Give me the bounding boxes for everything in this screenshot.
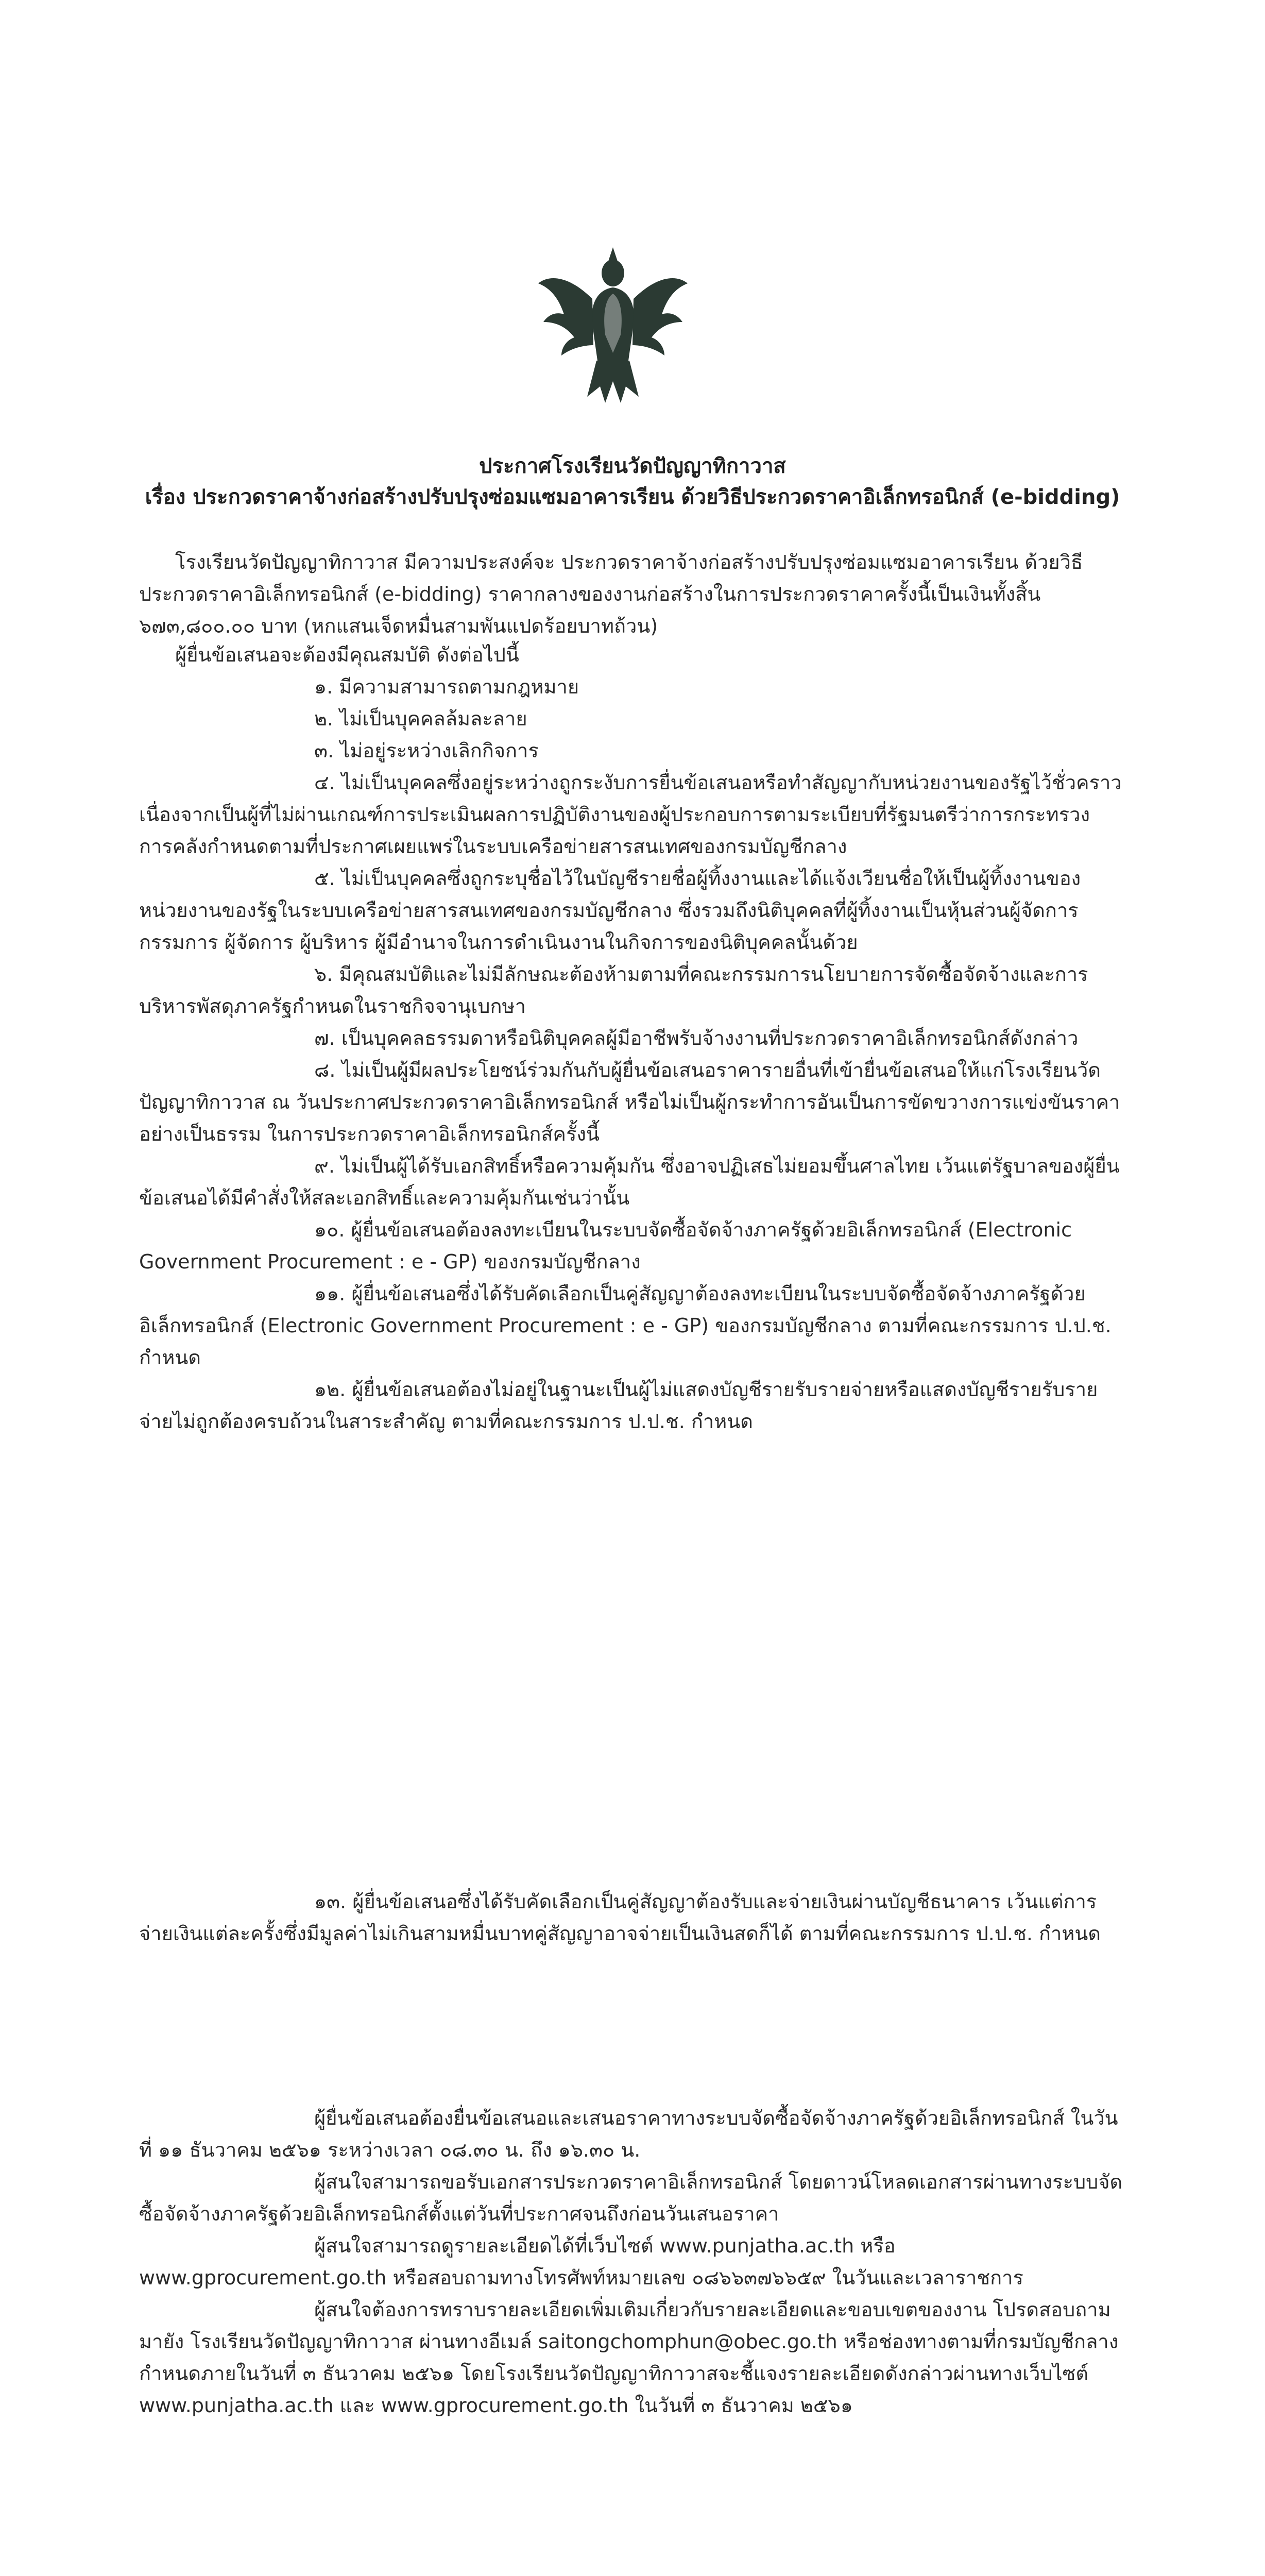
garuda-emblem-icon [536, 242, 690, 407]
website-paragraph: ผู้สนใจสามารถดูรายละเอียดได้ที่เว็บไซต์ www.punjatha.ac.th หรือ www.gprocurement.go.th หรือสอบถามทางโทรศัพท์หมายเลข ๐๘๖๖๓๗๖๖๕๙ ในวันและเวลาราชการ [139, 2234, 1023, 2289]
qualification-item: ๒. ไม่เป็นบุคคลล้มละลาย [314, 707, 527, 730]
qualification-item: ๖. มีคุณสมบัติและไม่มีลักษณะต้องห้ามตามที่คณะกรรมการนโยบายการจัดซื้อจัดจ้างและการบริหารพัสดุภาครัฐกำหนดในราชกิจจานุเบกษา [139, 963, 1088, 1018]
qualification-item: ๑๑. ผู้ยื่นข้อเสนอซึ่งได้รับคัดเลือกเป็นคู่สัญญาต้องลงทะเบียนในระบบจัดซื้อจัดจ้างภาครัฐด้วยอิเล็กทรอนิกส์ (Electronic Government Procurement : e - GP) ของกรมบัญชีกลาง ตามที่คณะกรรมการ ป.ป.ช. กำหนด [139, 1282, 1112, 1369]
qualification-item: ๙. ไม่เป็นผู้ได้รับเอกสิทธิ์หรือความคุ้มกัน ซึ่งอาจปฏิเสธไม่ยอมขึ้นศาลไทย เว้นแต่รัฐบาลของผู้ยื่นข้อเสนอได้มีคำสั่งให้สละเอกสิทธิ์และความคุ้มกันเช่นว่านั้น [139, 1155, 1120, 1209]
qualification-item: ๓. ไม่อยู่ระหว่างเลิกกิจการ [314, 739, 539, 762]
qualifications-intro: ผู้ยื่นข้อเสนอจะต้องมีคุณสมบัติ ดังต่อไปนี้ [175, 643, 519, 666]
qualification-item: ๕. ไม่เป็นบุคคลซึ่งถูกระบุชื่อไว้ในบัญชีรายชื่อผู้ทิ้งงานและได้แจ้งเวียนชื่อให้เป็นผู้ทิ้งงานของหน่วยงานของรัฐในระบบเครือข่ายสารสนเทศของกรมบัญชีกลาง ซึ่งรวมถึงนิติบุคคลที่ผู้ทิ้งงานเป็นหุ้นส่วนผู้จัดการ กรรมการ ผู้จัดการ ผู้บริหาร ผู้มีอำนาจในการดำเนินงานในกิจการของนิติบุคคลนั้นด้วย [139, 867, 1081, 954]
qualification-item: ๑๒. ผู้ยื่นข้อเสนอต้องไม่อยู่ในฐานะเป็นผู้ไม่แสดงบัญชีรายรับรายจ่ายหรือแสดงบัญชีรายรับรายจ่ายไม่ถูกต้องครบถ้วนในสาระสำคัญ ตามที่คณะกรรมการ ป.ป.ช. กำหนด [139, 1378, 1098, 1433]
qualification-item: ๑. มีความสามารถตามกฎหมาย [314, 675, 579, 698]
intro-paragraph: โรงเรียนวัดปัญญาทิกาวาส มีความประสงค์จะ ประกวดราคาจ้างก่อสร้างปรับปรุงซ่อมแซมอาคารเรียน ด้วยวิธีประกวดราคาอิเล็กทรอนิกส์ (e-bidding) ราคากลางของงานก่อสร้างในการประกวดราคาครั้งนี้เป็นเงินทั้งสิ้น ๖๗๓,๘๐๐.๐๐ บาท (หกแสนเจ็ดหมื่นสามพันแปดร้อยบาทถ้วน) [139, 551, 1083, 637]
qualification-item: ๗. เป็นบุคคลธรรมดาหรือนิติบุคคลผู้มีอาชีพรับจ้างงานที่ประกวดราคาอิเล็กทรอนิกส์ดังกล่าว [314, 1027, 1079, 1049]
qualification-item: ๘. ไม่เป็นผู้มีผลประโยชน์ร่วมกันกับผู้ยื่นข้อเสนอราคารายอื่นที่เข้ายื่นข้อเสนอให้แก่โรงเรียนวัดปัญญาทิกาวาส ณ วันประกาศประกวดราคาอิเล็กทรอนิกส์ หรือไม่เป็นผู้กระทำการอันเป็นการขัดขวางการแข่งขันราคาอย่างเป็นธรรม ในการประกวดราคาอิเล็กทรอนิกส์ครั้งนี้ [139, 1059, 1120, 1145]
announcement-subject: เรื่อง ประกวดราคาจ้างก่อสร้างปรับปรุงซ่อมแซมอาคารเรียน ด้วยวิธีประกวดราคาอิเล็กทรอนิกส์ (e-bidding) [145, 485, 1120, 509]
announcement-title: ประกาศโรงเรียนวัดปัญญาทิกาวาส [479, 454, 786, 478]
download-paragraph: ผู้สนใจสามารถขอรับเอกสารประกวดราคาอิเล็กทรอนิกส์ โดยดาวน์โหลดเอกสารผ่านทางระบบจัดซื้อจัดจ้างภาครัฐด้วยอิเล็กทรอนิกส์ตั้งแต่วันที่ประกาศจนถึงก่อนวันเสนอราคา [139, 2171, 1123, 2225]
qualification-item: ๔. ไม่เป็นบุคคลซึ่งอยู่ระหว่างถูกระงับการยื่นข้อเสนอหรือทำสัญญากับหน่วยงานของรัฐไว้ชั่วคราว เนื่องจากเป็นผู้ที่ไม่ผ่านเกณฑ์การประเมินผลการปฏิบัติงานของผู้ประกอบการตามระเบียบที่รัฐมนตรีว่าการกระทรวงการคลังกำหนดตามที่ประกาศเผยแพร่ในระบบเครือข่ายสารสนเทศของกรมบัญชีกลาง [139, 771, 1122, 858]
inquiry-paragraph: ผู้สนใจต้องการทราบรายละเอียดเพิ่มเติมเกี่ยวกับรายละเอียดและขอบเขตของงาน โปรดสอบถามมายัง โรงเรียนวัดปัญญาทิกาวาส ผ่านทางอีเมล์ saitongchomphun@obec.go.th หรือช่องทางตามที่กรมบัญชีกลางกำหนดภายในวันที่ ๓ ธันวาคม ๒๕๖๑ โดยโรงเรียนวัดปัญญาทิกาวาสจะชี้แจงรายละเอียดดังกล่าวผ่านทางเว็บไซต์ www.punjatha.ac.th และ www.gprocurement.go.th ในวันที่ ๓ ธันวาคม ๒๕๖๑ [139, 2298, 1119, 2417]
qualification-item: ๑๓. ผู้ยื่นข้อเสนอซึ่งได้รับคัดเลือกเป็นคู่สัญญาต้องรับและจ่ายเงินผ่านบัญชีธนาคาร เว้นแต่การจ่ายเงินแต่ละครั้งซึ่งมีมูลค่าไม่เกินสามหมื่นบาทคู่สัญญาอาจจ่ายเป็นเงินสดก็ได้ ตามที่คณะกรรมการ ป.ป.ช. กำหนด [139, 1890, 1101, 1945]
submission-paragraph: ผู้ยื่นข้อเสนอต้องยื่นข้อเสนอและเสนอราคาทางระบบจัดซื้อจัดจ้างภาครัฐด้วยอิเล็กทรอนิกส์ ในวันที่ ๑๑ ธันวาคม ๒๕๖๑ ระหว่างเวลา ๐๘.๓๐ น. ถึง ๑๖.๓๐ น. [139, 2107, 1118, 2161]
qualification-item: ๑๐. ผู้ยื่นข้อเสนอต้องลงทะเบียนในระบบจัดซื้อจัดจ้างภาครัฐด้วยอิเล็กทรอนิกส์ (Electronic Government Procurement : e - GP) ของกรมบัญชีกลาง [139, 1218, 1072, 1273]
